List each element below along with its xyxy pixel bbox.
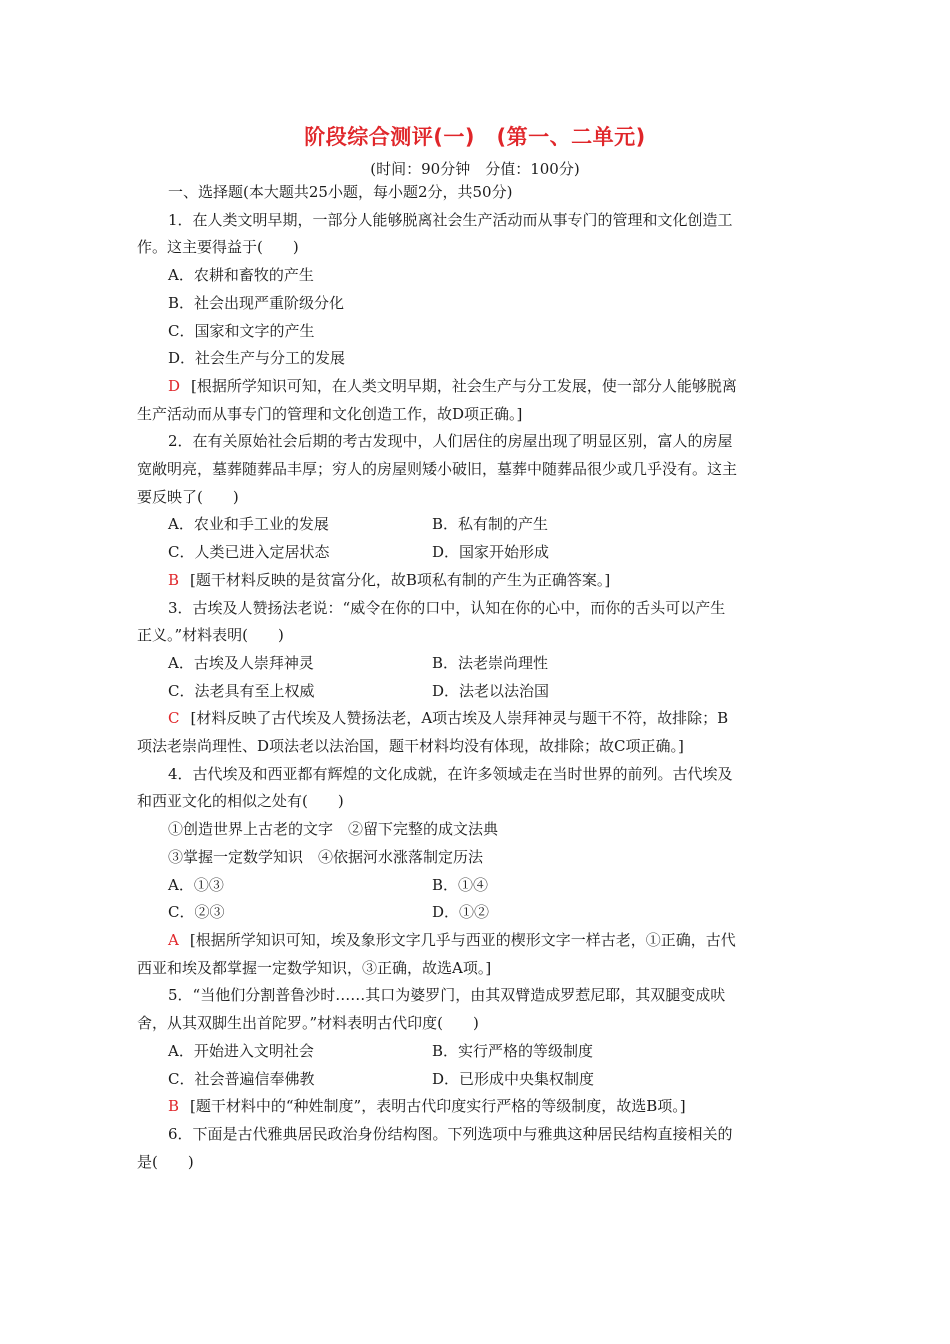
question-stem: 5．“当他们分割普鲁沙时……其口为婆罗门，由其双臂造成罗惹尼耶，其双腿变成吠	[168, 986, 726, 1005]
option-b: B．实行严格的等级制度	[432, 1041, 594, 1060]
option-row	[137, 678, 815, 706]
explanation-text: [根据所学知识可知，在人类文明早期，社会生产与分工发展，使一部分人能够脱离	[191, 376, 737, 395]
question-stem: 宽敞明亮，墓葬随葬品丰厚；穷人的房屋则矮小破旧，墓葬中随葬品很少或几乎没有。这主	[137, 460, 738, 479]
option-b: B．①④	[432, 875, 489, 894]
option-b: B．社会出现严重阶级分化	[168, 293, 345, 312]
option-c: C．社会普遍信奉佛教	[168, 1069, 315, 1088]
section-heading: 一、选择题(本大题共25小题，每小题2分，共50分)	[168, 183, 513, 201]
explanation-text: 西亚和埃及都掌握一定数学知识，③正确，故选A项。]	[137, 958, 492, 977]
option-d: D．国家开始形成	[432, 543, 550, 562]
question-stem: 和西亚文化的相似之处有( )	[137, 792, 344, 811]
explanation-text: 生产活动而从事专门的管理和文化创造工作，故D项正确。]	[137, 404, 523, 423]
question-stem: 4．古代埃及和西亚都有辉煌的文化成就，在许多领域走在当时世界的前列。古代埃及	[168, 764, 733, 783]
option-row	[137, 1038, 815, 1066]
question-stem: 2．在有关原始社会后期的考古发现中，人们居住的房屋出现了明显区别，富人的房屋	[168, 432, 733, 451]
option-c: C．国家和文字的产生	[168, 321, 315, 340]
explanation-text: 项法老崇尚理性、D项法老以法治国，题干材料均没有体现，故排除；故C项正确。]	[137, 737, 684, 756]
answer-explanation	[137, 1093, 815, 1121]
question-stem: 1．在人类文明早期，一部分人能够脱离社会生产活动而从事专门的管理和文化创造工	[168, 210, 733, 229]
question-stem: 是( )	[137, 1152, 194, 1171]
explanation-text: [题干材料反映的是贫富分化，故B项私有制的产生为正确答案。]	[190, 570, 611, 589]
option-d: D．①②	[432, 903, 490, 922]
explanation-text: [题干材料中的“种姓制度”，表明古代印度实行严格的等级制度，故选B项。]	[190, 1097, 686, 1116]
option-c: C．法老具有至上权威	[168, 681, 315, 700]
answer-letter: B	[168, 1097, 180, 1116]
option-a: A．①③	[168, 875, 224, 894]
option-c: C．②③	[168, 903, 225, 922]
question-3	[137, 595, 815, 761]
answer-explanation	[137, 927, 815, 955]
explanation-text: [根据所学知识可知，埃及象形文字几乎与西亚的楔形文字一样古老，①正确，古代	[189, 930, 736, 949]
question-4	[137, 761, 815, 983]
question-6	[137, 1121, 815, 1176]
answer-explanation	[137, 705, 815, 733]
answer-letter: A	[168, 930, 179, 949]
answer-explanation	[137, 373, 815, 401]
option-b: B．私有制的产生	[432, 515, 549, 534]
option-a: A．古埃及人崇拜神灵	[168, 653, 314, 672]
option-row	[137, 1066, 815, 1094]
option-d: D．已形成中央集权制度	[432, 1069, 595, 1088]
option-row	[137, 539, 815, 567]
option-row	[137, 899, 815, 927]
question-stem: 要反映了( )	[137, 487, 239, 506]
question-stem: 正义。”材料表明( )	[137, 626, 284, 645]
option-a: A．农耕和畜牧的产生	[168, 266, 314, 285]
exam-info: (时间：90分钟 分值：100分)	[370, 160, 580, 178]
option-row	[137, 872, 815, 900]
option-a: A．农业和手工业的发展	[168, 515, 329, 534]
option-d: D．法老以法治国	[432, 681, 550, 700]
explanation-text: [材料反映了古代埃及人赞扬法老，A项古埃及人崇拜神灵与题干不符，故排除；B	[190, 709, 729, 728]
exam-content	[137, 179, 815, 1176]
question-stem: 作。这主要得益于( )	[137, 238, 299, 257]
option-row	[137, 650, 815, 678]
answer-letter: D	[168, 376, 181, 395]
option-b: B．法老崇尚理性	[432, 653, 549, 672]
question-stem: 6．下面是古代雅典居民政治身份结构图。下列选项中与雅典这种居民结构直接相关的	[168, 1124, 733, 1143]
question-5	[137, 982, 815, 1121]
option-a: A．开始进入文明社会	[168, 1041, 314, 1060]
option-row	[137, 511, 815, 539]
question-2	[137, 428, 815, 594]
answer-letter: C	[168, 709, 180, 728]
option-d: D．社会生产与分工的发展	[168, 349, 346, 368]
question-stem: 舍，从其双脚生出首陀罗。”材料表明古代印度( )	[137, 1014, 479, 1033]
answer-explanation	[137, 567, 815, 595]
option-c: C．人类已进入定居状态	[168, 543, 330, 562]
question-stem: 3．古埃及人赞扬法老说：“威令在你的口中，认知在你的心中，而你的舌头可以产生	[168, 598, 726, 617]
statement-line: ③掌握一定数学知识 ④依据河水涨落制定历法	[168, 847, 484, 866]
question-1	[137, 207, 815, 429]
answer-letter: B	[168, 570, 180, 589]
page-title: 阶段综合测评(一) (第一、二单元)	[304, 125, 646, 149]
statement-line: ①创造世界上古老的文字 ②留下完整的成文法典	[168, 820, 499, 839]
